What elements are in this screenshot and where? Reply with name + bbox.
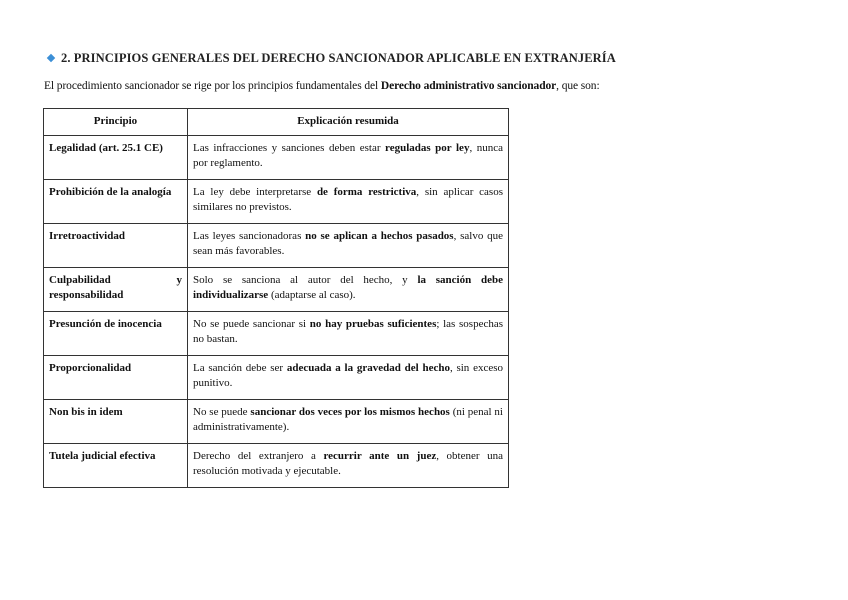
- explanation-emphasis: la sanción debe individualizarse: [193, 274, 503, 301]
- header-principle: Principio: [44, 109, 188, 136]
- explanation-emphasis: sancionar dos veces por los mismos hechos: [250, 406, 450, 418]
- explanation-text: , sin exceso punitivo.: [193, 362, 504, 389]
- principle-cell: Irretroactividad: [44, 224, 188, 268]
- principle-cell: Tutela judicial efectiva: [44, 444, 188, 488]
- explanation-cell: [188, 180, 509, 224]
- intro-suffix: , que son:: [556, 80, 600, 92]
- explanation-text: Las infracciones y sanciones deben estar: [193, 142, 386, 154]
- explanation-text: (ni penal ni administrativamente).: [193, 406, 503, 433]
- explanation-cell: [188, 356, 509, 400]
- section-heading: [48, 51, 616, 66]
- section-title: 2. PRINCIPIOS GENERALES DEL DERECHO SANCIONADOR APLICABLE EN EXTRANJERÍA: [61, 51, 616, 65]
- intro-paragraph: [44, 80, 600, 92]
- table-row: [44, 136, 509, 180]
- explanation-text: No se puede sancionar si: [193, 318, 310, 330]
- explanation-emphasis: no se aplican a hechos pasados: [305, 230, 454, 242]
- explanation-text: Derecho del extranjero a: [193, 450, 324, 462]
- table-header-row: [44, 109, 509, 136]
- table-row: [44, 224, 509, 268]
- table-row: [44, 268, 509, 312]
- principle-cell: Presunción de inocencia: [44, 312, 188, 356]
- explanation-cell: [188, 136, 509, 180]
- header-explanation: Explicación resumida: [188, 109, 509, 136]
- explanation-cell: [188, 268, 509, 312]
- explanation-cell: [188, 444, 509, 488]
- principle-cell: Proporcionalidad: [44, 356, 188, 400]
- explanation-cell: [188, 400, 509, 444]
- explanation-text: Solo se sanciona al autor del hecho, y: [193, 274, 418, 286]
- table-row: [44, 312, 509, 356]
- explanation-text: , sin aplicar casos similares no previstos.: [193, 186, 503, 213]
- explanation-text: No se puede: [193, 406, 251, 418]
- table-row: [44, 180, 509, 224]
- explanation-emphasis: no hay pruebas suficientes: [309, 318, 437, 330]
- explanation-emphasis: recurrir ante un juez: [323, 450, 437, 462]
- principles-table: [43, 108, 509, 488]
- principle-cell: Prohibición de la analogía: [44, 180, 188, 224]
- explanation-cell: [188, 224, 509, 268]
- principle-cell: Non bis in idem: [44, 400, 188, 444]
- explanation-emphasis: reguladas por ley: [385, 142, 470, 154]
- explanation-text: (adaptarse al caso).: [268, 289, 356, 301]
- explanation-cell: [188, 312, 509, 356]
- table-row: [44, 444, 509, 488]
- explanation-text: , obtener una resolución motivada y ejecutable.: [193, 450, 503, 477]
- explanation-emphasis: de forma restrictiva: [316, 186, 417, 198]
- principle-cell: Legalidad (art. 25.1 CE): [44, 136, 188, 180]
- explanation-emphasis: adecuada a la gravedad del hecho: [286, 362, 450, 374]
- table-row: [44, 356, 509, 400]
- intro-emphasis: Derecho administrativo sancionador: [380, 80, 557, 92]
- explanation-text: Las leyes sancionadoras: [193, 230, 306, 242]
- principle-cell: Culpabilidad y responsabilidad: [44, 268, 188, 312]
- explanation-text: , nunca por reglamento.: [193, 142, 503, 169]
- table-row: [44, 400, 509, 444]
- diamond-bullet-icon: [47, 54, 55, 62]
- intro-prefix: El procedimiento sancionador se rige por los principios fundamentales del: [44, 80, 381, 92]
- explanation-text: , salvo que sean más favorables.: [193, 230, 503, 257]
- explanation-text: La ley debe interpretarse: [193, 186, 317, 198]
- explanation-text: La sanción debe ser: [193, 362, 287, 374]
- explanation-text: ; las sospechas no bastan.: [193, 318, 503, 345]
